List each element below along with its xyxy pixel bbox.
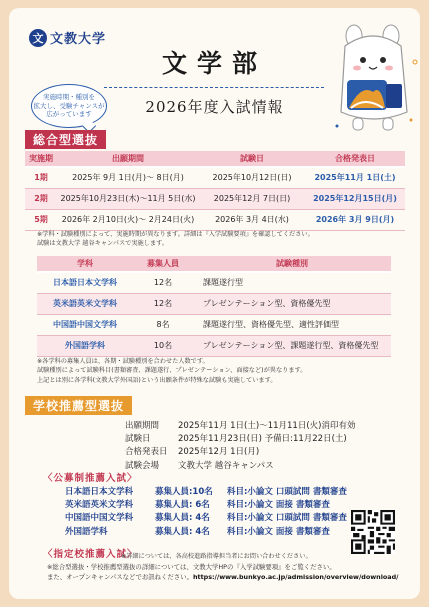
quota-cell-capacity: 8名 bbox=[133, 314, 193, 335]
schedule-cell-period: 1期 bbox=[25, 167, 57, 188]
mascot-illustration bbox=[331, 22, 420, 140]
schedule-note: ※学科・試験種別によって、実施時期が異なります。詳細は『入学試験要項』を確認してください。 試験は文教大学 越谷キャンパスで実施します。 bbox=[37, 231, 314, 248]
quota-cell-dept: 中国語中国文学科 bbox=[37, 314, 133, 335]
quota-cell-types: プレゼンテーション型、資格優先型 bbox=[193, 293, 391, 314]
quota-row bbox=[37, 293, 391, 314]
schedule-row bbox=[25, 209, 405, 230]
quota-cell-types: 課題遂行型 bbox=[193, 272, 391, 293]
public-rec-subjects: 科目:小論文 口頭試問 書類審査 bbox=[227, 513, 347, 524]
info-value: 2025年11月 1日(土)〜11月11日(火)消印有効 bbox=[178, 421, 356, 431]
public-rec-dept: 中国語中国文学科 bbox=[65, 513, 134, 524]
speech-bubble: 実施時期・種別を 拡大し、受験チャンスが 広がっています bbox=[31, 84, 107, 128]
schedule-column-header: 合格発表日 bbox=[305, 151, 405, 167]
designated-rec-note: ※詳細については、各高校進路指導担当者にお問い合わせください。 bbox=[121, 553, 312, 560]
quota-cell-types: 課題遂行型、資格優先型、適性評価型 bbox=[193, 314, 391, 335]
quota-row bbox=[37, 314, 391, 335]
quota-column-header: 学科 bbox=[37, 256, 133, 272]
public-rec-row bbox=[65, 512, 347, 525]
schedule-row bbox=[25, 167, 405, 188]
info-label: 出願期間 bbox=[125, 421, 160, 431]
public-rec-capacity: 募集人員:10名 bbox=[155, 487, 213, 497]
flyer-sheet bbox=[9, 8, 420, 599]
schedule-cell-result: 2025年11月 1日(土) bbox=[305, 167, 405, 188]
schedule-cell-result: 2025年12月15日(月) bbox=[305, 188, 405, 209]
schedule-column-header: 出願期間 bbox=[57, 151, 199, 167]
quota-cell-types: プレゼンテーション型、課題遂行型、資格優先型 bbox=[193, 335, 391, 356]
quota-note: ※各学科の募集人員は、各期・試験種別を合わせた人数です。 試験種別によって試験科目(書類審査、課題遂行、プレゼンテーション、面接など)が異なります。 上記とは別に各学科(文教大学外国語)という出願条件が特殊な試験も実施しています。 bbox=[37, 358, 307, 384]
page-title: 文学部 bbox=[161, 49, 267, 78]
schedule-row bbox=[25, 188, 405, 209]
quota-cell-dept: 外国語学科 bbox=[37, 335, 133, 356]
quota-cell-dept: 日本語日本文学科 bbox=[37, 272, 133, 293]
schedule-cell-exam: 2026年 3月 4日(水) bbox=[199, 209, 305, 230]
info-label: 試験日 bbox=[125, 434, 151, 445]
public-rec-row bbox=[65, 526, 347, 539]
info-label: 試験会場 bbox=[125, 460, 160, 471]
public-rec-capacity: 募集人員: 4名 bbox=[155, 513, 210, 524]
schedule-cell-application: 2025年10月23日(木)〜11月 5日(水) bbox=[57, 188, 199, 209]
quota-cell-capacity: 12名 bbox=[133, 272, 193, 293]
schedule-column-header: 試験日 bbox=[199, 151, 305, 167]
schedule-column-header: 実施期 bbox=[25, 151, 57, 167]
comprehensive-heading: 総合型選抜 bbox=[25, 130, 106, 149]
public-rec-row bbox=[65, 486, 347, 499]
quota-cell-dept: 英米語英米文学科 bbox=[37, 293, 133, 314]
public-rec-capacity: 募集人員: 6名 bbox=[155, 500, 210, 511]
logo-text: 文教大学 bbox=[50, 32, 107, 47]
info-value: 文教大学 越谷キャンパス bbox=[178, 460, 274, 471]
public-rec-subjects: 科目:小論文 面接 書類審査 bbox=[227, 526, 330, 537]
info-label: 合格発表日 bbox=[125, 447, 168, 458]
schedule-cell-result: 2026年 3月 9日(月) bbox=[305, 209, 405, 230]
schedule-cell-application: 2026年 2月10日(火)〜 2月24日(火) bbox=[57, 209, 199, 230]
public-rec-capacity: 募集人員: 4名 bbox=[155, 526, 210, 537]
info-row bbox=[125, 433, 355, 446]
quota-header-row bbox=[37, 256, 391, 272]
footer-note bbox=[47, 562, 399, 583]
quota-column-header: 試験種別 bbox=[193, 256, 391, 272]
public-rec-subjects: 科目:小論文 面接 書類審査 bbox=[227, 500, 330, 511]
info-row bbox=[125, 446, 355, 459]
public-rec-heading: 〈公募制推薦入試〉 bbox=[43, 473, 138, 484]
logo-mark-icon: 文 bbox=[29, 29, 47, 47]
footer-prefix: また、オープンキャンパスなどでお訊ねください。 bbox=[47, 573, 193, 582]
school-rec-info bbox=[125, 420, 355, 473]
info-value: 2025年12月 1日(月) bbox=[178, 447, 260, 458]
footer-line: ※総合型選抜・学校推薦型選抜の詳細については、文教大学HPの『入学試験要項』をご覧ください。 bbox=[47, 563, 336, 571]
public-rec-list bbox=[65, 486, 347, 539]
schedule-cell-exam: 2025年10月12日(日) bbox=[199, 167, 305, 188]
info-row bbox=[125, 460, 355, 473]
school-rec-heading: 学校推薦型選抜 bbox=[25, 396, 132, 415]
public-rec-dept: 外国語学科 bbox=[65, 526, 108, 537]
info-row bbox=[125, 420, 355, 433]
schedule-cell-period: 5期 bbox=[25, 209, 57, 230]
public-rec-dept: 日本語日本文学科 bbox=[65, 487, 134, 497]
quota-column-header: 募集人員 bbox=[133, 256, 193, 272]
designated-rec-heading: 〈指定校推薦入試〉 bbox=[43, 549, 138, 560]
page-subtitle: 2026年度入試情報 bbox=[145, 98, 284, 116]
quota-row bbox=[37, 335, 391, 356]
admissions-link[interactable]: https://www.bunkyo.ac.jp/admission/overview/download/ bbox=[192, 573, 399, 582]
quota-table bbox=[37, 256, 391, 357]
public-rec-row bbox=[65, 499, 347, 512]
schedule-cell-application: 2025年 9月 1日(月)〜 8日(月) bbox=[57, 167, 199, 188]
quota-cell-capacity: 12名 bbox=[133, 293, 193, 314]
quota-row bbox=[37, 272, 391, 293]
schedule-table bbox=[25, 151, 405, 231]
qr-code-icon[interactable] bbox=[351, 510, 395, 554]
info-value: 2025年11月23日(日) 予備日:11月22日(土) bbox=[178, 434, 347, 445]
public-rec-dept: 英米語英米文学科 bbox=[65, 500, 134, 511]
public-rec-subjects: 科目:小論文 口頭試問 書類審査 bbox=[227, 487, 347, 497]
title-divider bbox=[104, 87, 324, 88]
quota-cell-capacity: 10名 bbox=[133, 335, 193, 356]
schedule-cell-exam: 2025年12月 7日(日) bbox=[199, 188, 305, 209]
schedule-header-row bbox=[25, 151, 405, 167]
schedule-cell-period: 2期 bbox=[25, 188, 57, 209]
